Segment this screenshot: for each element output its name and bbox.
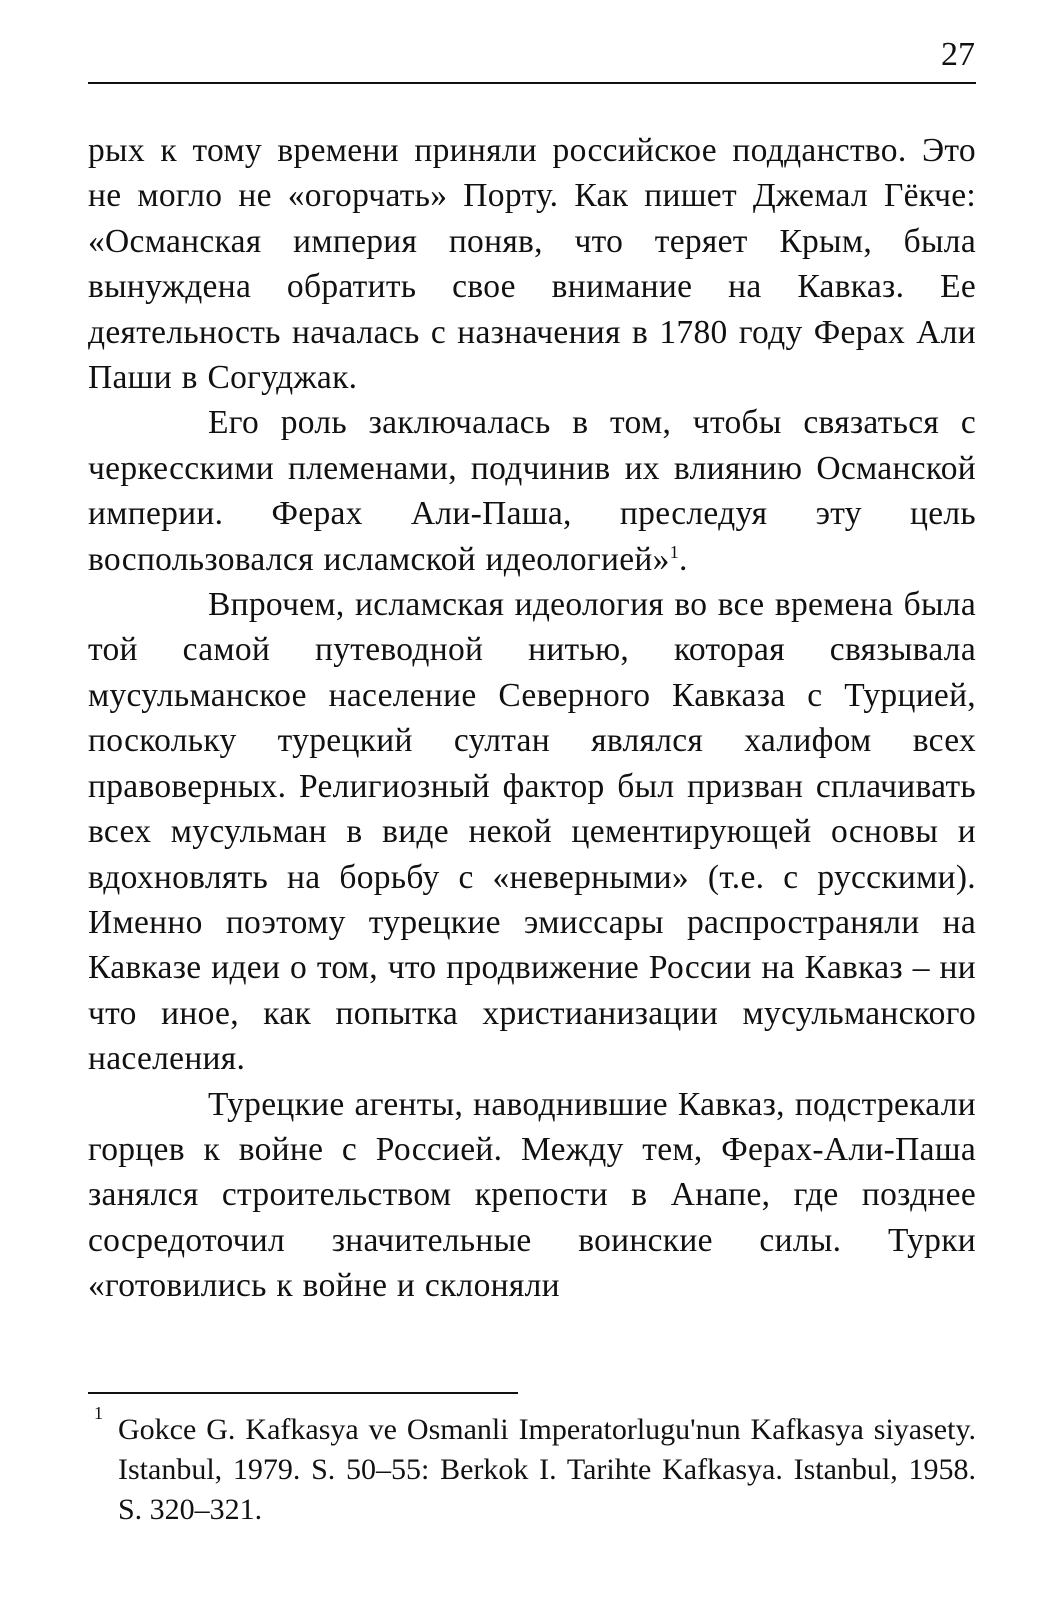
footnote-reference: 1 <box>669 541 679 562</box>
paragraph-2-trail: . <box>679 540 688 578</box>
paragraph-2 <box>88 400 976 582</box>
footnote-number: 1 <box>94 1403 103 1423</box>
paragraph-2-text: Его роль заключалась в том, чтобы связаться с черкесскими племенами, подчинив их влиянию Османской империи. Ферах Али-Паша, преследуя эту цель воспользовался исламской идеологией» <box>88 404 976 578</box>
footnote-entry <box>88 1403 976 1530</box>
footnote-rule <box>88 1392 518 1394</box>
body-text <box>88 128 976 1309</box>
paragraph-4: Турецкие агенты, наводнившие Кавказ, подстрекали горцев к войне с Россией. Между тем, Ферах-Али-Паша занялся строительством крепости в Анапе, где позднее сосредоточил значительные воинские силы. Турки «готовились к войне и склоняли <box>88 1085 976 1305</box>
header-rule <box>88 82 976 84</box>
paragraph-1: рых к тому времени приняли российское подданство. Это не могло не «огорчать» Порту. Как пишет Джемал Гёкче: «Османская империя поняв, что теряет Крым, была вынуждена обратить свое внимание на Кавказ. Ее деятельность началась с назначения в 1780 году Ферах Али Паши в Согуджак. <box>88 132 976 397</box>
footnote <box>88 1403 976 1530</box>
paragraph-3: Впрочем, исламская идеология во все времена была той самой путеводной нитью, которая связывала мусульманское население Северного Кавказа с Турцией, поскольку турецкий султан являлся халифом всех правоверных. Религиозный фактор был призван сплачивать всех мусульман в виде некой цементирующей основы и вдохновлять на борьбу с «неверными» (т.е. с русскими). Именно поэтому турецкие эмиссары распространяли на Кавказе идеи о том, что продвижение России на Кавказ – ни что иное, как попытка христианизации мусульманского населения. <box>88 586 976 1078</box>
footnote-text: Gokce G. Kafkasya ve Osmanli Imperatorlugu'nun Kafkasya siyasety. Istanbul, 1979. S. 50–55: Berkok I. Tarihte Kafkasya. Istanbul, 1958. S. 320–321. <box>118 1413 976 1526</box>
page-number: 27 <box>941 36 975 73</box>
